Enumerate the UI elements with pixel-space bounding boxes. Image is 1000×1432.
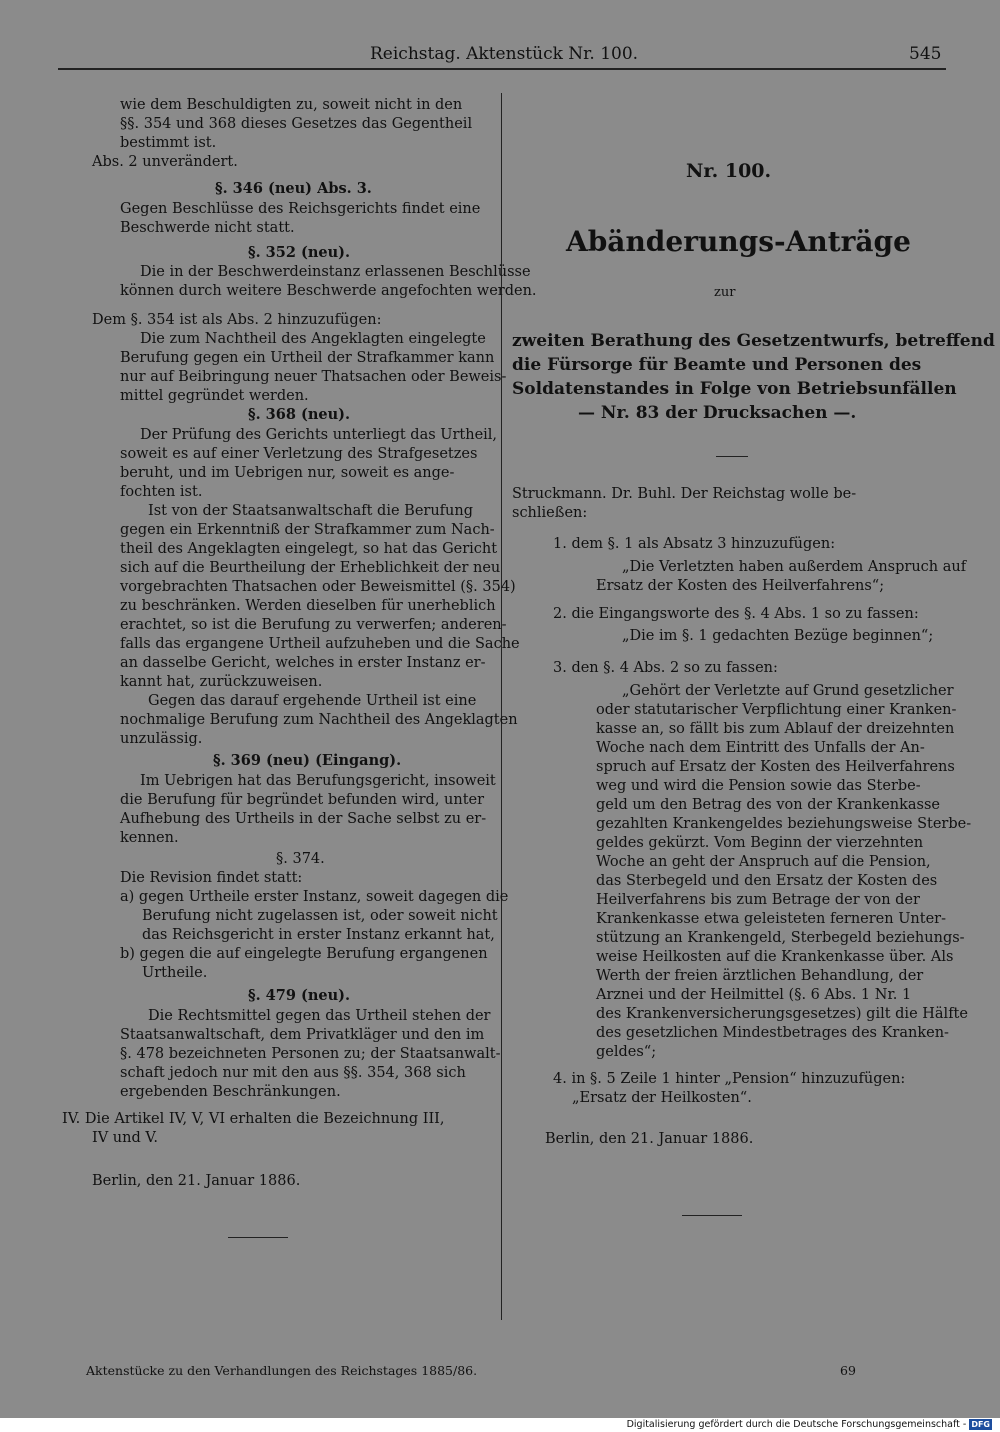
end-rule	[682, 1215, 742, 1216]
section-heading: §. 346 (neu) Abs. 3.	[215, 180, 372, 197]
right-line: stützung an Krankengeld, Sterbegeld beziehungs-	[596, 930, 965, 946]
left-line: ergebenden Beschränkungen.	[120, 1084, 341, 1100]
left-line: Der Prüfung des Gerichts unterliegt das Urtheil,	[140, 427, 498, 443]
left-line: b) gegen die auf eingelegte Berufung ergangenen	[120, 946, 488, 962]
left-line: §§. 354 und 368 dieses Gesetzes das Gegentheil	[120, 116, 473, 132]
right-line: oder statutarischer Verpflichtung einer Kranken-	[596, 702, 957, 718]
header-rule	[58, 68, 946, 70]
left-line: nur auf Beibringung neuer Thatsachen oder Beweis-	[120, 369, 507, 385]
left-line: nochmalige Berufung zum Nachtheil des Angeklagten	[120, 712, 518, 728]
left-line: fochten ist.	[120, 484, 203, 500]
credit-text: Digitalisierung gefördert durch die Deutsche Forschungsgemeinschaft -	[626, 1419, 967, 1430]
right-line: Arznei und der Heilmittel (§. 6 Abs. 1 Nr. 1	[596, 987, 912, 1003]
section-heading: §. 352 (neu).	[248, 244, 351, 261]
right-line: „Die im §. 1 gedachten Bezüge beginnen“;	[622, 628, 934, 644]
signature-mark: 69	[840, 1363, 856, 1378]
section-heading: §. 368 (neu).	[248, 406, 351, 423]
right-line: schließen:	[512, 505, 588, 521]
left-line: bestimmt ist.	[120, 135, 217, 151]
subtitle-line: die Fürsorge für Beamte und Personen des	[512, 355, 922, 375]
dfg-logo: DFG	[971, 1420, 990, 1429]
right-line: geldes gekürzt. Vom Beginn der vierzehnten	[596, 835, 924, 851]
left-line: können durch weitere Beschwerde angefochten werden.	[120, 283, 537, 299]
left-line: an dasselbe Gericht, welches in erster Instanz er-	[120, 655, 486, 671]
right-line: weg und wird die Pension sowie das Sterbe-	[596, 778, 921, 794]
subtitle-line: Soldatenstandes in Folge von Betriebsunfällen	[512, 379, 957, 399]
left-line: Abs. 2 unverändert.	[92, 154, 238, 170]
left-line: Dem §. 354 ist als Abs. 2 hinzuzufügen:	[92, 312, 382, 328]
subtitle-line: — Nr. 83 der Drucksachen —.	[578, 403, 857, 423]
left-line: mittel gegründet werden.	[120, 388, 309, 404]
left-line: beruht, und im Uebrigen nur, soweit es ange-	[120, 465, 455, 481]
right-line: geld um den Betrag des von der Krankenkasse	[596, 797, 940, 813]
end-rule	[228, 1237, 288, 1238]
left-line: gegen ein Erkenntniß der Strafkammer zum Nach-	[120, 522, 495, 538]
motion-item: 2. die Eingangsworte des §. 4 Abs. 1 so zu fassen:	[553, 606, 919, 622]
right-line: des Krankenversicherungsgesetzes) gilt die Hälfte	[596, 1006, 968, 1022]
left-line: erachtet, so ist die Berufung zu verwerfen; anderen-	[120, 617, 507, 633]
right-line: geldes“;	[596, 1044, 657, 1060]
section-heading: §. 479 (neu).	[248, 987, 351, 1004]
section-heading: §. 374.	[276, 851, 325, 867]
left-line: Aufhebung des Urtheils in der Sache selbst zu er-	[120, 811, 487, 827]
motion-item: 4. in §. 5 Zeile 1 hinter „Pension“ hinzuzufügen:	[553, 1071, 906, 1087]
motion-item: 1. dem §. 1 als Absatz 3 hinzuzufügen:	[553, 536, 836, 552]
left-line: kannt hat, zurückzuweisen.	[120, 674, 323, 690]
document-number: Nr. 100.	[686, 160, 772, 182]
left-line: die Berufung für begründet befunden wird, unter	[120, 792, 485, 808]
right-line: kasse an, so fällt bis zum Ablauf der dreizehnten	[596, 721, 955, 737]
right-line: Krankenkasse etwa geleisteten ferneren Unter-	[596, 911, 947, 927]
left-line: IV. Die Artikel IV, V, VI erhalten die Bezeichnung III,	[62, 1111, 445, 1127]
motion-sponsors: Struckmann. Dr. Buhl. Der Reichstag wolle be-	[512, 486, 857, 502]
left-line: sich auf die Beurtheilung der Erheblichkeit der neu	[120, 560, 501, 576]
subtitle-line: zweiten Berathung des Gesetzentwurfs, betreffend	[512, 331, 995, 351]
right-line: des gesetzlichen Mindestbetrages des Kranken-	[596, 1025, 949, 1041]
left-line: Die zum Nachtheil des Angeklagten eingelegte	[140, 331, 486, 347]
right-line: „Ersatz der Heilkosten“.	[572, 1090, 752, 1106]
right-line: gezahlten Krankengeldes beziehungsweise Sterbe-	[596, 816, 972, 832]
left-line: theil des Angeklagten eingelegt, so hat das Gericht	[120, 541, 498, 557]
section-rule	[716, 456, 748, 457]
left-line: Urtheile.	[142, 965, 208, 981]
right-line: Heilverfahrens bis zum Betrage der von der	[596, 892, 920, 908]
motion-item: 3. den §. 4 Abs. 2 so zu fassen:	[553, 660, 778, 676]
right-line: „Die Verletzten haben außerdem Anspruch auf	[622, 559, 967, 575]
left-line: Berufung gegen ein Urtheil der Strafkammer kann	[120, 350, 495, 366]
left-line: soweit es auf einer Verletzung des Strafgesetzes	[120, 446, 478, 462]
footer-source: Aktenstücke zu den Verhandlungen des Reichstages 1885/86.	[86, 1363, 478, 1378]
left-line: Die in der Beschwerdeinstanz erlassenen Beschlüsse	[140, 264, 531, 280]
date-line: Berlin, den 21. Januar 1886.	[545, 1131, 754, 1147]
left-line: Im Uebrigen hat das Berufungsgericht, insoweit	[140, 773, 496, 789]
right-line: spruch auf Ersatz der Kosten des Heilverfahrens	[596, 759, 955, 775]
running-title: Reichstag. Aktenstück Nr. 100.	[370, 44, 639, 64]
left-line: vorgebrachten Thatsachen oder Beweismittel (§. 354)	[120, 579, 516, 595]
left-line: kennen.	[120, 830, 179, 846]
right-line: Werth der freien ärztlichen Behandlung, der	[596, 968, 924, 984]
left-line: Berufung nicht zugelassen ist, oder soweit nicht	[142, 908, 498, 924]
left-line: das Reichsgericht in erster Instanz erkannt hat,	[142, 927, 495, 943]
title-connector: zur	[714, 285, 736, 300]
left-line: a) gegen Urtheile erster Instanz, soweit dagegen die	[120, 889, 509, 905]
digitization-credit	[627, 1418, 992, 1432]
left-line: falls das ergangene Urtheil aufzuheben und die Sache	[120, 636, 520, 652]
right-line: Woche nach dem Eintritt des Unfalls der An-	[596, 740, 925, 756]
document-title: Abänderungs-Anträge	[566, 225, 911, 258]
left-line: Gegen das darauf ergehende Urtheil ist eine	[148, 693, 477, 709]
right-line: weise Heilkosten auf die Krankenkasse über. Als	[596, 949, 954, 965]
left-line: Gegen Beschlüsse des Reichsgerichts findet eine	[120, 201, 481, 217]
left-line: Die Rechtsmittel gegen das Urtheil stehen der	[148, 1008, 491, 1024]
right-line: Ersatz der Kosten des Heilverfahrens“;	[596, 578, 885, 594]
left-line: Die Revision findet statt:	[120, 870, 303, 886]
left-line: wie dem Beschuldigten zu, soweit nicht in den	[120, 97, 463, 113]
right-line: „Gehört der Verletzte auf Grund gesetzlicher	[622, 683, 954, 699]
left-line: Ist von der Staatsanwaltschaft die Berufung	[148, 503, 473, 519]
left-line: Beschwerde nicht statt.	[120, 220, 295, 236]
date-line: Berlin, den 21. Januar 1886.	[92, 1173, 301, 1189]
right-line: Woche an geht der Anspruch auf die Pension,	[596, 854, 931, 870]
left-line: unzulässig.	[120, 731, 203, 747]
left-line: zu beschränken. Werden dieselben für unerheblich	[120, 598, 496, 614]
section-heading: §. 369 (neu) (Eingang).	[213, 752, 402, 769]
page-number: 545	[909, 44, 942, 64]
left-line: Staatsanwaltschaft, dem Privatkläger und den im	[120, 1027, 485, 1043]
right-line: das Sterbegeld und den Ersatz der Kosten des	[596, 873, 938, 889]
left-line: §. 478 bezeichneten Personen zu; der Staatsanwalt-	[120, 1046, 501, 1062]
left-line: schaft jedoch nur mit den aus §§. 354, 368 sich	[120, 1065, 466, 1081]
left-line: IV und V.	[92, 1130, 158, 1146]
